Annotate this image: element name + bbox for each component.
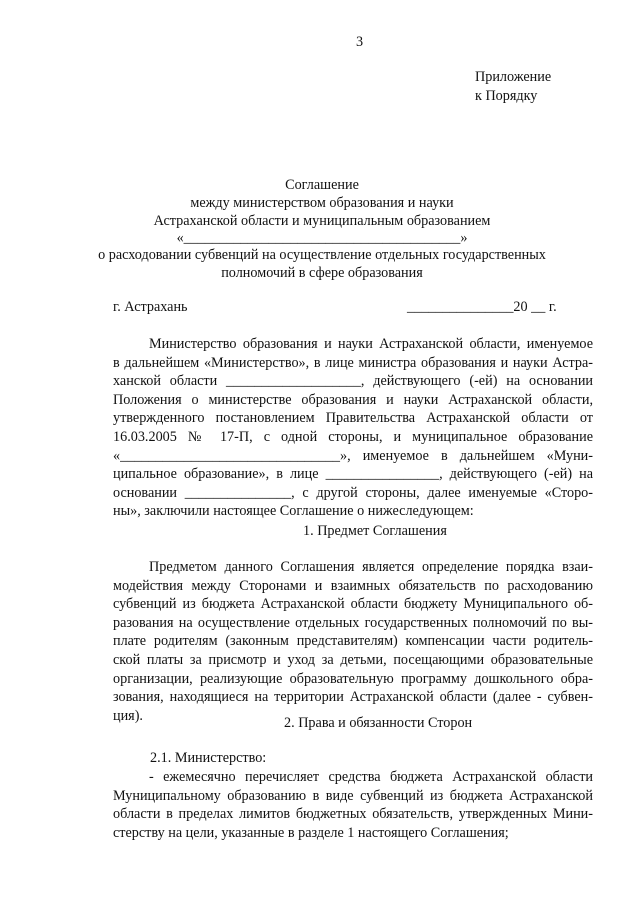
section-1-line: плате родителям (законным представителям) компенсации части родитель- xyxy=(113,633,593,650)
intro-line: Положения о министерстве образования и науки Астраханской области, xyxy=(113,391,593,408)
section-1-line: ция). xyxy=(113,707,143,724)
section-1-paragraph xyxy=(113,558,593,725)
section-1-line: ской платы за присмотр и уход за детьми, посещающими образовательные xyxy=(113,651,593,668)
intro-line: в дальнейшем «Министерство», в лице министра образования и науки Астра- xyxy=(113,354,593,371)
section-1-line: субвенций из бюджета Астраханской области бюджету Муниципального об- xyxy=(113,596,593,613)
appendix-line-2: к Порядку xyxy=(475,88,538,104)
intro-line: «_______________________________», именуемое в дальнейшем «Муни- xyxy=(113,447,593,464)
intro-line: Министерство образования и науки Астраханской области, именуемое xyxy=(149,336,593,352)
title-line-1: Соглашение xyxy=(285,177,359,193)
section-2-line: Муниципальному образованию в виде субвенций из бюджета Астраханской xyxy=(113,787,593,804)
intro-line: ны», заключили настоящее Соглашение о нижеследующем: xyxy=(113,503,474,520)
intro-line: основании _______________, с другой стороны, далее именуемые «Сторо- xyxy=(113,484,593,501)
section-1-line: Предметом данного Соглашения является определение порядка взаи- xyxy=(149,559,593,575)
intro-line: ципальное образование», в лице ________________, действующего (-ей) на xyxy=(113,466,593,483)
section-1-line: зования, находящиеся на территории Астраханской области (далее - субвен- xyxy=(113,689,593,706)
section-1-line: разования на осуществление отдельных государственных полномочий по вы- xyxy=(113,614,593,631)
section-1-line: модействия между Сторонами и взаимных обязательств по расходованию xyxy=(113,577,593,594)
intro-line: ханской области ___________________, действующего (-ей) на основании xyxy=(113,373,593,390)
appendix-line-1: Приложение xyxy=(475,69,552,85)
title-line-4: «_______________________________________» xyxy=(176,230,468,246)
title-line-5: о расходовании субвенций на осуществление отдельных государственных xyxy=(98,247,546,263)
section-1-line: организации, реализующие образовательную программу дошкольного обра- xyxy=(113,670,593,687)
section-1-heading: 1. Предмет Соглашения xyxy=(303,523,447,539)
title-line-2: между министерством образования и науки xyxy=(190,195,454,211)
title-line-6: полномочий в сфере образования xyxy=(221,265,423,281)
section-2-line: стерству на цели, указанные в разделе 1 настоящего Соглашения; xyxy=(113,824,509,841)
intro-line: утвержденного постановлением Правительства Астраханской области от xyxy=(113,410,593,427)
intro-paragraph xyxy=(113,335,593,521)
section-2-line: - ежемесячно перечисляет средства бюджета Астраханской области xyxy=(149,769,593,785)
title-line-3: Астраханской области и муниципальным образованием xyxy=(153,213,491,229)
place-date: _______________20 __ г. xyxy=(407,299,557,315)
section-2-paragraph xyxy=(113,768,593,842)
section-2-heading: 2. Права и обязанности Сторон xyxy=(284,715,473,731)
page-number: 3 xyxy=(356,34,364,50)
section-2-subheading: 2.1. Министерство: xyxy=(150,750,267,766)
intro-line: 16.03.2005 № 17-П, с одной стороны, и муниципальное образование xyxy=(113,428,593,445)
section-2-line: области в пределах лимитов бюджетных обязательств, утвержденных Мини- xyxy=(113,806,593,823)
place-city: г. Астрахань xyxy=(113,299,188,315)
